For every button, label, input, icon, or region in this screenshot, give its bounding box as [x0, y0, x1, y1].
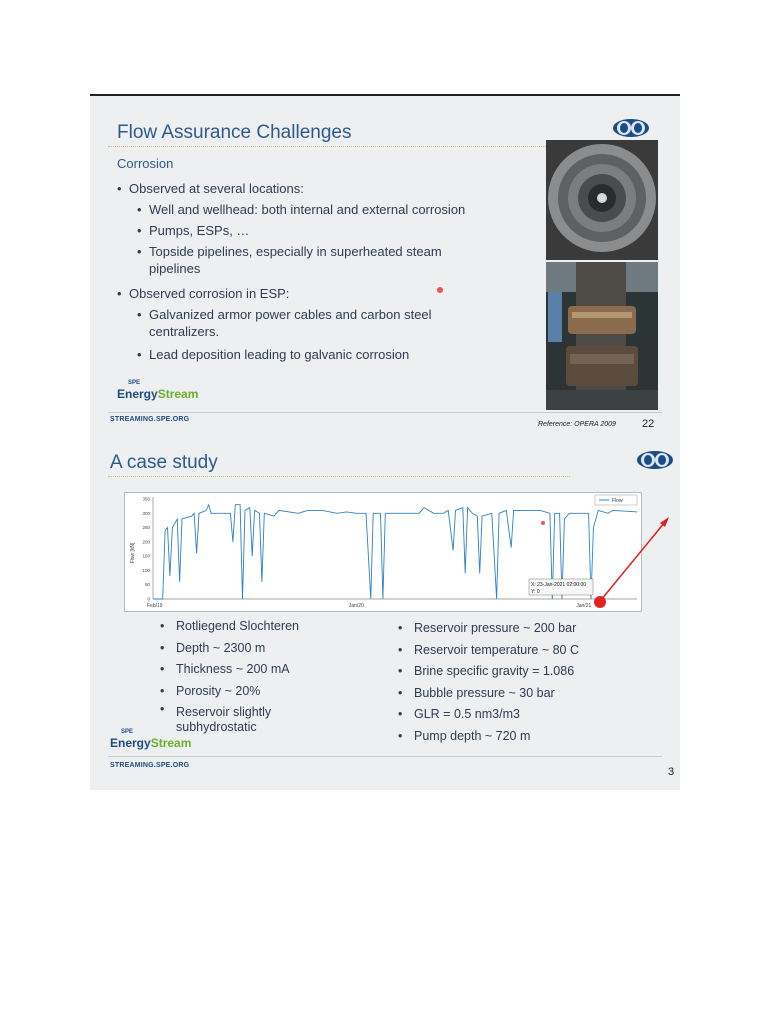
bullet-list	[115, 180, 535, 197]
bullet-item: • Reservoir temperature ~ 80 C	[398, 640, 658, 662]
y-tick-label: 150	[142, 553, 150, 559]
y-axis-label: Flow [kN]	[130, 542, 136, 564]
y-tick-label: 0	[147, 596, 150, 602]
annotation-arrow-icon	[585, 512, 675, 612]
bullet-item: • Reservoir slightly subhydrostatic	[160, 702, 340, 735]
legend-label: Flow	[612, 498, 623, 504]
sub-bullet-list	[135, 201, 535, 218]
bullet-item: • Reservoir pressure ~ 200 bar	[398, 618, 658, 640]
sub-bullet-list	[135, 306, 480, 340]
bullet-item: • Thickness ~ 200 mA	[160, 659, 340, 681]
sub-bullet-item: • Galvanized armor power cables and carbon steel centralizers.	[135, 306, 480, 340]
laser-pointer-dot-icon	[541, 521, 545, 525]
laser-pointer-dot-icon	[436, 286, 444, 294]
y-tick-label: 50	[144, 582, 150, 588]
bullet-item: • Observed at several locations:	[115, 180, 535, 197]
logo-spe-text: SPE	[128, 380, 141, 386]
datatip-x: X: 23-Jan-2021 02:00:00	[531, 582, 587, 588]
left-bullet-list	[160, 616, 340, 735]
slide-title: Flow Assurance Challenges	[117, 122, 352, 143]
logo-stream-text: Stream	[157, 387, 199, 401]
sub-bullet-item: • Lead deposition leading to galvanic corrosion	[135, 346, 535, 363]
bullet-item: • Rotliegend Slochteren	[160, 616, 340, 638]
slide-case-study	[90, 436, 680, 790]
sub-bullet-list	[135, 346, 535, 363]
logo-energy-text: Energy	[117, 387, 158, 401]
reference-note: Reference: OPERA 2009	[538, 421, 616, 428]
sub-bullet-list	[135, 243, 485, 277]
title-divider	[108, 476, 570, 477]
page-number: 22	[642, 418, 655, 430]
page-number: 3	[668, 766, 675, 778]
sub-bullet-item: • Well and wellhead: both internal and external corrosion	[135, 201, 535, 218]
datatip-y: Y: 0	[531, 589, 540, 595]
sub-bullet-list	[135, 222, 535, 239]
footer-url: STREAMING.SPE.ORG	[110, 416, 190, 423]
bullet-item: • Observed corrosion in ESP:	[115, 285, 535, 302]
slide-title: A case study	[110, 452, 218, 473]
energystream-logo	[110, 729, 192, 750]
bullet-item: • Pump depth ~ 720 m	[398, 726, 658, 748]
footer-divider	[108, 756, 662, 757]
bullet-item: • GLR = 0.5 nm3/m3	[398, 704, 658, 726]
right-bullet-list	[398, 618, 658, 747]
slide-flow-assurance	[90, 94, 680, 436]
bullet-item: • Porosity ~ 20%	[160, 681, 340, 703]
x-tick-label: Feb/19	[147, 603, 163, 609]
slide-subtitle: Corrosion	[117, 156, 174, 171]
y-tick-label: 100	[142, 567, 150, 573]
sub-bullet-item: • Topside pipelines, especially in superheated steam pipelines	[135, 243, 485, 277]
bullet-item: • Depth ~ 2300 m	[160, 638, 340, 660]
x-tick-label: Jan/20	[348, 603, 364, 609]
bullet-list	[115, 285, 535, 302]
pipe-interior-photo	[546, 140, 658, 260]
footer-url: STREAMING.SPE.ORG	[110, 762, 190, 769]
bullet-item: • Bubble pressure ~ 30 bar	[398, 683, 658, 705]
corroded-esp-photo	[546, 262, 658, 410]
sub-bullet-item: • Pumps, ESPs, …	[135, 222, 535, 239]
bullet-item: • Brine specific gravity = 1.086	[398, 661, 658, 683]
flow-chart-svg	[125, 493, 641, 611]
energystream-logo	[117, 380, 199, 401]
y-tick-label: 200	[142, 539, 150, 545]
logo-stream-text: Stream	[150, 736, 192, 750]
y-tick-label: 300	[142, 510, 150, 516]
title-divider	[108, 146, 570, 147]
logo-spe-text: SPE	[121, 729, 134, 735]
globe-logo-icon	[612, 118, 650, 138]
logo-energy-text: Energy	[110, 736, 151, 750]
globe-logo-icon	[636, 450, 674, 470]
y-tick-label: 350	[142, 496, 150, 502]
flow-chart	[124, 492, 642, 612]
footer-divider	[108, 412, 662, 413]
y-tick-label: 250	[142, 525, 150, 531]
x-tick-label: Jan/21	[576, 603, 592, 609]
